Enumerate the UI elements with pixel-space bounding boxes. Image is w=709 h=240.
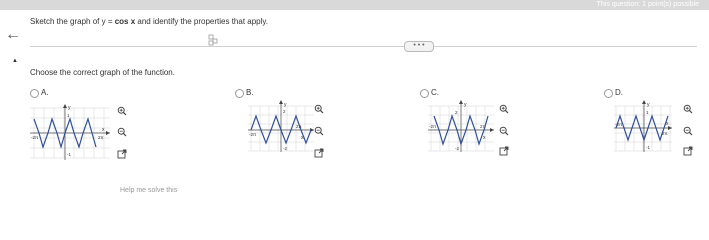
graph-c-tick-xneg: -2π (429, 124, 437, 129)
graph-a-tick-xpos: 2π (98, 135, 104, 140)
graph-a-svg (30, 104, 112, 160)
graph-a-tick-ypos: 1 (67, 113, 70, 118)
graph-d-svg (614, 100, 676, 152)
graph-c-y-arrow (459, 100, 463, 104)
graph-a-tick-yneg: -1 (67, 152, 72, 157)
divider (30, 46, 697, 47)
choice-b-radio[interactable] (235, 89, 244, 98)
graph-c-tick-yneg: -2 (455, 146, 460, 151)
graph-d-zoom-out-icon[interactable] (683, 126, 693, 136)
graph-a-y-arrow (63, 104, 67, 108)
graph-b-tick-ypos: 2 (283, 109, 286, 114)
graph-d-zoom-in-icon[interactable] (683, 104, 693, 114)
graph-a-x-label: x (102, 127, 105, 133)
choice-d-radio[interactable] (604, 89, 613, 98)
graph-d (614, 100, 676, 152)
graph-a-x-arrow (106, 131, 110, 135)
graph-d-tick-ypos: 1 (646, 110, 649, 115)
graph-c-x-arrow (490, 128, 494, 132)
points-info: This question: 1 point(s) possible (596, 1, 699, 8)
graph-d-expand-icon[interactable] (683, 146, 693, 156)
graph-d-y-label: y (647, 102, 650, 108)
question-prefix: Sketch the graph of y = (30, 17, 115, 26)
top-bar (0, 0, 709, 10)
graph-c-expand-icon[interactable] (499, 146, 509, 156)
choice-c-label: C. (431, 88, 439, 97)
graph-d-tick-yneg: -1 (646, 145, 651, 150)
graph-b-tick-xneg: -2π (249, 132, 257, 137)
graph-b (248, 100, 318, 152)
graph-c-svg (428, 100, 498, 152)
choice-d-label: D. (615, 88, 623, 97)
graph-c-x-label: x (483, 135, 486, 141)
graph-c (428, 100, 498, 152)
instruction-text: Choose the correct graph of the function. (30, 68, 175, 77)
graph-b-tick-xpos: 2π (296, 124, 302, 129)
graph-b-expand-icon[interactable] (314, 148, 324, 158)
graph-d-tick-xneg: -2π (615, 122, 623, 127)
help-link[interactable]: Help me solve this (120, 187, 178, 194)
graph-a-expand-icon[interactable] (117, 149, 127, 159)
choice-b-label: B. (246, 88, 254, 97)
graph-b-y-arrow (279, 100, 283, 104)
graph-a-y-label: y (68, 105, 71, 111)
graph-b-y-label: y (284, 102, 287, 108)
question-function: cos x (114, 17, 136, 26)
question-text (30, 17, 268, 26)
graph-d-x-label: x (666, 121, 669, 127)
more-button[interactable]: • • • (404, 41, 434, 52)
graph-c-y-label: y (464, 102, 467, 108)
graph-b-zoom-in-icon[interactable] (314, 104, 324, 114)
graph-c-tick-xpos: 2π (480, 124, 486, 129)
graph-b-x-label: x (301, 135, 304, 141)
graph-d-tick-xpos: 2π (662, 131, 668, 136)
graph-a-zoom-out-icon[interactable] (117, 127, 127, 137)
back-arrow-icon[interactable]: ← (5, 26, 21, 43)
choice-a-radio[interactable] (30, 89, 39, 98)
collapse-icon[interactable]: ▲ (12, 58, 18, 64)
graph-b-tick-yneg: -2 (283, 146, 288, 151)
graph-b-zoom-out-icon[interactable] (314, 126, 324, 136)
graph-a-zoom-in-icon[interactable] (117, 106, 127, 116)
hint-icon[interactable] (206, 33, 220, 45)
graph-b-svg (248, 100, 318, 152)
graph-a (30, 104, 112, 160)
graph-a-tick-xneg: -2π (31, 135, 39, 140)
graph-d-y-arrow (642, 100, 646, 104)
choice-a-label: A. (41, 88, 49, 97)
choice-c-radio[interactable] (420, 89, 429, 98)
graph-c-zoom-in-icon[interactable] (499, 104, 509, 114)
graph-c-zoom-out-icon[interactable] (499, 126, 509, 136)
question-suffix: and identify the properties that apply. (135, 17, 269, 26)
graph-c-tick-ypos: 2 (455, 110, 458, 115)
